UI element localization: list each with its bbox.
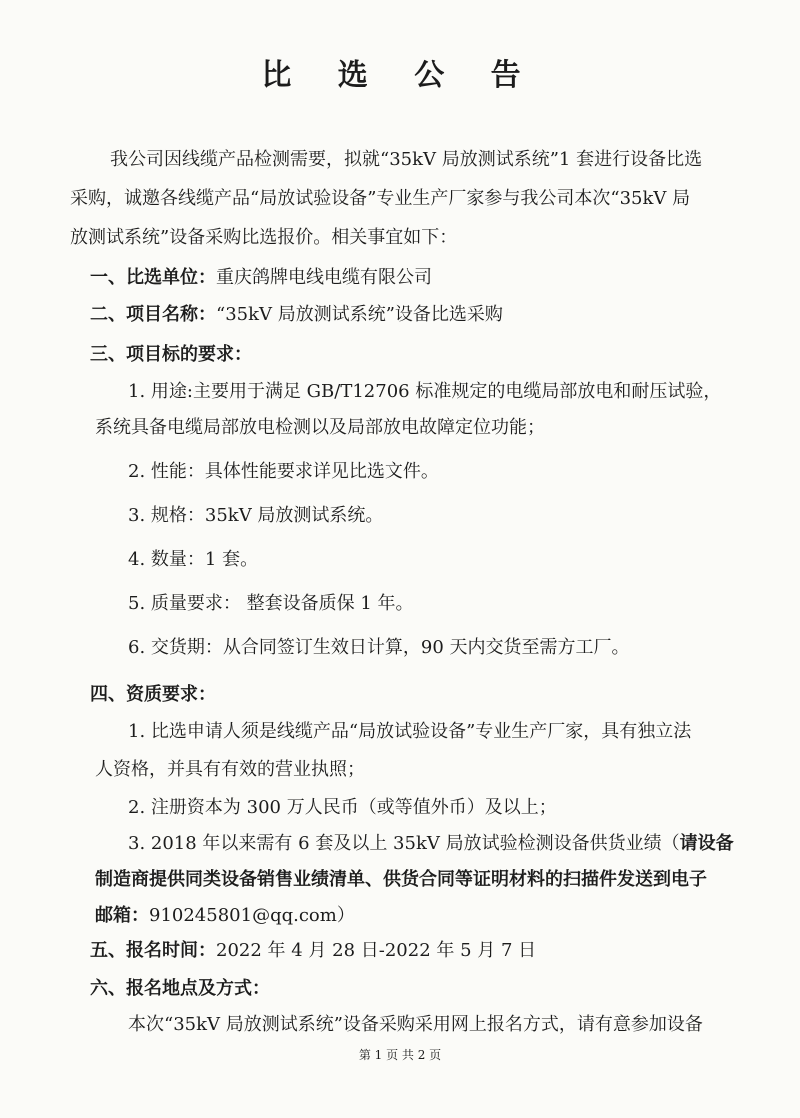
qualification-item-1-line-2: 人资格，并具有有效的营业执照； (95, 759, 365, 780)
section-registration-method-heading: 六、报名地点及方式： (90, 978, 270, 999)
section-project-name (90, 302, 503, 328)
qualification-item-2: 2. 注册资本为 300 万人民币（或等值外币）及以上； (128, 797, 557, 818)
requirement-item: 3. 规格：35kV 局放测试系统。 (128, 505, 384, 526)
requirement-item: 4. 数量：1 套。 (128, 549, 259, 570)
email-label: 邮箱： (95, 905, 149, 926)
section-project-name-value: “35kV 局放测试系统”设备比选采购 (216, 304, 503, 325)
intro-line-2: 采购，诚邀各线缆产品“局放试验设备”专业生产厂家参与我公司本次“35kV 局 (70, 188, 691, 209)
section-unit-heading: 一、比选单位： (90, 267, 216, 288)
registration-method-line-1: 本次“35kV 局放测试系统”设备采购采用网上报名方式，请有意参加设备 (128, 1014, 703, 1035)
section-unit (90, 265, 432, 291)
qualification-item-3-line-2: 制造商提供同类设备销售业绩清单、供货合同等证明材料的扫描件发送到电子 (95, 869, 707, 890)
intro-line-3: 放测试系统”设备采购比选报价。相关事宜如下： (70, 227, 458, 248)
section-registration-time-value: 2022 年 4 月 28 日-2022 年 5 月 7 日 (216, 940, 537, 961)
qualification-item-3-line-1 (128, 831, 734, 857)
intro-line-1: 我公司因线缆产品检测需要，拟就“35kV 局放测试系统”1 套进行设备比选 (110, 149, 703, 170)
email-address: 910245801@qq.com） (149, 905, 355, 926)
page-number: 第 1 页 共 2 页 (358, 1048, 442, 1062)
requirement-item: 5. 质量要求： 整套设备质保 1 年。 (128, 593, 414, 614)
section-unit-value: 重庆鸽牌电线电缆有限公司 (216, 267, 432, 288)
page-title: 比 选 公 告 (261, 58, 539, 93)
section-registration-time-heading: 五、报名时间： (90, 940, 216, 961)
requirement-item: 2. 性能：具体性能要求详见比选文件。 (128, 461, 439, 482)
qualification-item-1-line-1: 1. 比选申请人须是线缆产品“局放试验设备”专业生产厂家，具有独立法 (128, 721, 692, 742)
qualification-item-3-note: 请设备 (679, 833, 734, 854)
qualification-item-3-text: 3. 2018 年以来需有 6 套及以上 35kV 局放试验检测设备供货业绩（ (128, 833, 680, 854)
section-qualification-heading: 四、资质要求： (90, 684, 216, 705)
requirement-item: 1. 用途:主要用于满足 GB/T12706 标准规定的电缆局部放电和耐压试验， (128, 381, 722, 402)
section-registration-time (90, 938, 536, 964)
section-project-name-heading: 二、项目名称： (90, 304, 216, 325)
requirement-item: 6. 交货期：从合同签订生效日计算，90 天内交货至需方工厂。 (128, 637, 630, 658)
requirement-item: 系统具备电缆局部放电检测以及局部放电故障定位功能； (95, 417, 545, 438)
qualification-item-3-line-3 (95, 903, 355, 929)
section-requirements-heading: 三、项目标的要求： (90, 344, 252, 365)
